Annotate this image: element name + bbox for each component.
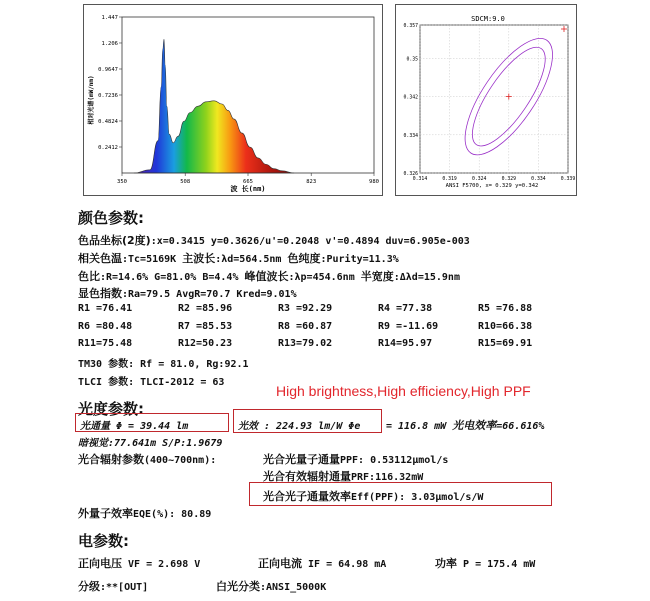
photometric-section-title: 光度参数: (78, 400, 144, 418)
radiant-flux-value: = 116.8 mW (386, 421, 447, 432)
color-ratio-label: 色比 (78, 270, 100, 283)
spectrum-point (150, 169, 151, 170)
cie-x-tick-label: 0.314 (412, 177, 428, 182)
chromaticity-row (78, 232, 470, 248)
spectrum-x-axis-label: 波 长(nm) (230, 185, 266, 193)
cie-center-marker (506, 94, 512, 100)
spectrum-point (206, 102, 207, 103)
cie-x-tick-label: 0.324 (471, 177, 487, 182)
purity-label: 色纯度 (287, 252, 321, 265)
spectrum-point (282, 171, 283, 172)
fwhm-label: 半宽度 (360, 270, 394, 283)
spectrum-point (274, 168, 275, 169)
cie-chart-title: SDCM:9.0 (471, 15, 505, 23)
cie-y-tick-label: 0.342 (403, 95, 418, 101)
cri-value: :Ra=79.5 AvgR=70.7 Kred=9.01% (122, 289, 297, 300)
r-value: R4 =77.38 (378, 303, 433, 314)
radiant-flux (386, 417, 544, 433)
chromaticity-label: 色品坐标(2度) (78, 234, 151, 247)
r-value: R3 =92.29 (278, 303, 333, 314)
spectrum-point (163, 49, 164, 50)
electrical-row (78, 555, 200, 571)
purity-value: :Purity=11.3% (320, 254, 399, 265)
r-value: R10=66.38 (478, 321, 533, 332)
r-value: R11=75.48 (78, 338, 133, 349)
spectrum-y-tick-label: 0.4824 (98, 118, 118, 125)
peak-wl-label: 峰值波长 (244, 270, 289, 283)
if-row (258, 555, 386, 571)
luminous-flux: 光通量 Φ = 39.44 lm (80, 421, 189, 432)
cri-label: 显色指数 (78, 287, 122, 300)
r-value: R6 =80.48 (78, 321, 133, 332)
r-value: R14=95.97 (378, 338, 433, 349)
par-row: 光合辐射参数(400~700nm): (78, 453, 217, 466)
cie-chart-frame (395, 4, 577, 196)
tm30-row (78, 355, 249, 370)
cie-y-tick-label: 0.357 (403, 24, 418, 29)
cie-plot-border (420, 25, 568, 173)
cie-y-tick-label: 0.326 (403, 172, 418, 177)
if-value: IF = 64.98 mA (308, 559, 387, 570)
spectrum-area (134, 39, 294, 173)
color-section-title: 颜色参数: (78, 209, 144, 227)
spectrum-point (266, 164, 267, 165)
electrical-section-title: 电参数: (78, 532, 129, 550)
tm30-label: TM30 参数 (78, 359, 129, 370)
spectrum-point (169, 134, 170, 135)
chromaticity-value: :x=0.3415 y=0.3626/u'=0.2048 v'=0.4894 duv=6.905e-003 (150, 236, 470, 247)
cie-measured-marker (561, 26, 567, 32)
scotopic-row: 暗视觉:77.641m S/P:1.9679 (78, 438, 223, 449)
spectrum-x-tick-label: 665 (243, 179, 253, 185)
highlight-banner: High brightness,High efficiency,High PPF (276, 383, 531, 399)
photoelectric-eff-label: 光电效率 (452, 419, 497, 432)
grade-row (78, 578, 148, 594)
spectrum-point (228, 110, 229, 111)
spectrum-y-tick-label: 0.9647 (98, 66, 118, 73)
cie-x-tick-label: 0.339 (560, 177, 576, 182)
spectrum-x-tick-label: 823 (306, 179, 317, 185)
r-value: R15=69.91 (478, 338, 533, 349)
spectrum-point (173, 143, 174, 144)
effppf-value: Eff(PPF): 3.03μmol/s/W (351, 492, 484, 503)
spectrum-point (242, 133, 243, 134)
spectrum-point (178, 136, 179, 137)
r-value: R1 =76.41 (78, 303, 133, 314)
tm30-value: : Rf = 81.0, Rg:92.1 (128, 359, 249, 370)
effppf-row (263, 488, 483, 504)
spectrum-point (198, 106, 199, 107)
cct-row (78, 250, 399, 266)
par-range: (400~700nm) (144, 455, 211, 466)
photoelectric-eff-value: =66.616% (496, 421, 545, 432)
spectrum-chart (84, 5, 382, 195)
spectrum-point (164, 39, 165, 40)
cie-chart-footer: ANSI F5700, x= 0.329 y=0.342 (445, 183, 539, 189)
fwhm-value: :Δλd=15.9nm (393, 272, 460, 283)
white-class-label: 白光分类 (216, 580, 260, 593)
spectrum-point (165, 65, 166, 66)
ppf-label: 光合光量子通量 (263, 453, 340, 466)
prf-value: PRF:116.32mW (351, 472, 424, 483)
r-value: R9 =-11.69 (378, 321, 439, 332)
spectrum-y-axis-label: 相对光谱(mW/nm) (88, 75, 95, 125)
luminous-efficacy: 光效 : 224.93 lm/W Φe (238, 421, 361, 432)
color-ratio-row (78, 268, 460, 284)
white-class-row (216, 578, 326, 594)
r-value: R5 =76.88 (478, 303, 533, 314)
vf-label: 正向电压 (78, 557, 122, 570)
ppf-value: PPF: 0.53112μmol/s (340, 455, 449, 466)
spectrum-point (134, 173, 135, 174)
spectrum-point (222, 104, 223, 105)
color-ratio-value: :R=14.6% G=81.0% B=4.4% (100, 272, 245, 283)
tlci-value: : TLCI-2012 = 63 (128, 377, 225, 388)
power-value: P = 175.4 mW (463, 559, 536, 570)
ppf-row (263, 451, 448, 467)
r-value: R7 =85.53 (178, 321, 233, 332)
r-value: R8 =60.87 (278, 321, 333, 332)
power-label: 功率 (435, 557, 457, 570)
cct-label: 相关色温 (78, 252, 122, 265)
prf-label: 光合有效辐射通量 (263, 470, 351, 483)
r-value: R12=50.23 (178, 338, 233, 349)
cie-y-tick-label: 0.35 (406, 57, 418, 63)
spectrum-point (258, 158, 259, 159)
power-row (435, 555, 535, 571)
cie-x-tick-label: 0.319 (442, 177, 457, 182)
tlci-label: TLCI 参数 (78, 377, 129, 388)
peak-wl-value: :λp=454.6nm (288, 272, 361, 283)
spectrum-point (294, 173, 295, 174)
r-value: R13=79.02 (278, 338, 333, 349)
spectrum-point (158, 140, 159, 141)
cie-x-tick-label: 0.329 (501, 177, 517, 182)
if-label: 正向电流 (258, 557, 302, 570)
white-class-value: :ANSI_5000K (260, 582, 327, 593)
spectrum-point (190, 112, 191, 113)
r-value: R2 =85.96 (178, 303, 233, 314)
grade-label: 分级 (78, 580, 100, 593)
cie-y-tick-label: 0.334 (403, 133, 418, 139)
spectrum-point (214, 100, 215, 101)
spectrum-point (184, 121, 185, 122)
spectrum-chart-frame (83, 4, 383, 196)
cie-x-tick-label: 0.334 (531, 177, 546, 182)
spectrum-x-tick-label: 350 (117, 179, 127, 185)
spectrum-y-tick-label: 0.7236 (98, 92, 118, 99)
spectrum-y-tick-label: 1.206 (101, 40, 118, 47)
cct-value: :Tc=5169K (122, 254, 183, 265)
dominant-wl-label: 主波长 (182, 252, 216, 265)
eqe-label: 外量子效率 (78, 507, 133, 520)
par-label: 光合辐射参数 (78, 453, 144, 466)
dominant-wl-value: :λd=564.5nm (215, 254, 288, 265)
tlci-row (78, 373, 224, 388)
spectrum-y-tick-label: 1.447 (101, 15, 118, 21)
eqe-value: EQE(%): 80.89 (133, 509, 212, 520)
spectrum-point (250, 147, 251, 148)
effppf-label: 光合光子通量效率 (263, 490, 351, 503)
spectrum-point (234, 119, 235, 120)
grade-value: :**[OUT] (100, 582, 149, 593)
spectrum-point (161, 86, 162, 87)
cie-chart (396, 5, 576, 195)
spectrum-x-tick-label: 508 (180, 179, 191, 185)
spectrum-y-tick-label: 0.2412 (98, 144, 118, 151)
spectrum-point (167, 106, 168, 107)
cri-row (78, 285, 297, 301)
vf-value: VF = 2.698 V (128, 559, 201, 570)
eqe-row (78, 505, 211, 521)
spectrum-x-tick-label: 980 (369, 179, 379, 185)
